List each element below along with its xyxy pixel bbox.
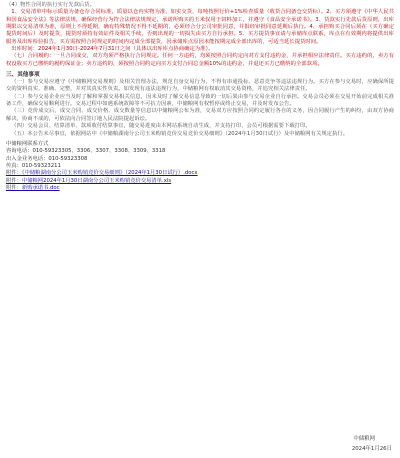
other-item-5: （五）本公告未尽事宜，依据网站中《中储粮湖南分公司玉米购销竞价交易竞价交易细则》（2024年1月30日试行）及中储粮网有关规定执行。 (11, 130, 349, 137)
attachment-3-label: 附件： (6, 184, 22, 191)
attachment-1-label: 附件： (6, 170, 22, 177)
attachment-2-label: 附件： (6, 177, 22, 184)
other-item-4: （四）交易会员、结算清单、款项收付结算事宜，随交易进度由本网站系统自动生成，并支持打印，会员可根据需要下载打印。 (11, 123, 311, 130)
contact-phone-value: 010-59323305、3306、3307、3308、3309、3318 (32, 148, 166, 155)
line-top: （4）物性合同的执行实行先款后货。 (6, 2, 95, 8)
attachment-3 (6, 185, 394, 192)
other-item-2: （二）参与交易企业应当及时了解和掌握交易相关信息，因未及时了解交易信息导致的一切后果由参与交易企业自行承担。交易会员必须在交易开始前完成相关准备工作，确保交易顺利进行。交易过程中如遇系统故障等不可抗力因素，中储粮网有权暂停或终止交易，并及时发布公告。 (6, 93, 394, 108)
attachment-2 (6, 178, 394, 185)
attachment-2-link[interactable]: 中储粮网2024年1月30日湖南分公司玉米购销竞价交易清单.xls (21, 177, 172, 184)
delivery-period: 出库时间：2024年1月30日-2024年7月31日之间（具体以出库库点协商确定为准）。 (11, 46, 214, 53)
contact-fax-value: 010-59323211 (21, 162, 61, 169)
breach-clause: （七）合同履约：一旦合同成交，双方均须严格执行合同规定。任何一方违约，均须按照合同约定向对方支付违约金，并承担相应法律责任。买方违约的，卖方有权没收买方已缴纳的履约保证金；卖方违约的，须按照合同约定向买方支付合同总金额10%的违约金，并退还买方已缴纳的全部款项。 (6, 53, 394, 67)
contact-cash-value: 010-59323308 (48, 155, 88, 162)
quality-clause: 1、交易清单中标示质量为备仓存合同标准，质量以仓内实物为准，如实交货，每吨按照行价+1%检查质量（收货合同备仓交货标）。2、买方须遵守《中华人民共和国食品安全法》等法律法规，确保经营行为符合法律法规规定，承诺所购买的玉米仅用于饲料加工，并遵守《食品安全承诺书》。3、货款实行先款后货原则，出库期限以交易清单为准，原则上不得延期，确有特殊情况不得不延期的，必须经合分公司审批同意，并报经审批同意延期后执行。4、承担购买合同后须在（买方确定提货时间后）及时提货，提货时须持有效证件及相关手续，否则出现的一切损失由买方自行承担。5、买方提货事宜请与承储库点联系，库点在有效期内将提供出库服务及出库检验报告，买方需按照合同规定的时间内完成全部提货，因承储库点原因未能按期完成全部出库的，可适当延长提货时间。 (6, 9, 394, 45)
signature-date: 2024年1月26日 (351, 446, 392, 452)
contact-phone (6, 148, 394, 155)
contact-cash-phone (6, 156, 394, 163)
contact-fax-label: 传真： (6, 162, 22, 169)
other-item-3: （三）竞价成交后，成交合同、成交价格、成交数量等信息以中储粮网公布为准，交易双方应按照合同约定履行各自的义务，因合同履行产生的纠纷，由双方协商解决，协商不成的，可依法向合同签订地人民法院提起诉讼。 (6, 108, 394, 122)
section-other-heading: 三、其他事项 (6, 72, 40, 79)
contact-phone-label: 咨询电话： (6, 148, 33, 155)
attachment-3-link[interactable]: 新购承诺书.doc (21, 184, 60, 191)
other-item-1: （一）参与交易应遵守《中储粮网交易规则》及相关管理办法，规范自身交易行为，不得有串通投标、恶意竞争等违法违规行为。买方在参与交易时，应确保所提交的资料真实、准确、完整，并对其真实性负责。如发现有违法违规行为，中储粮网有权取消其交易资格，并追究相关法律责任。 (6, 79, 394, 93)
contact-title: 中储粮网联系方式 (6, 140, 49, 147)
attachment-1-link[interactable]: 《中储粮湖南分公司玉米购销竞价交易细则》（2024年1月30日试行）.docx (21, 170, 198, 177)
signature-org: 中储粮网 (353, 436, 375, 442)
contact-cash-label: 出入金业务电话： (6, 155, 49, 162)
attachment-1 (6, 170, 394, 177)
